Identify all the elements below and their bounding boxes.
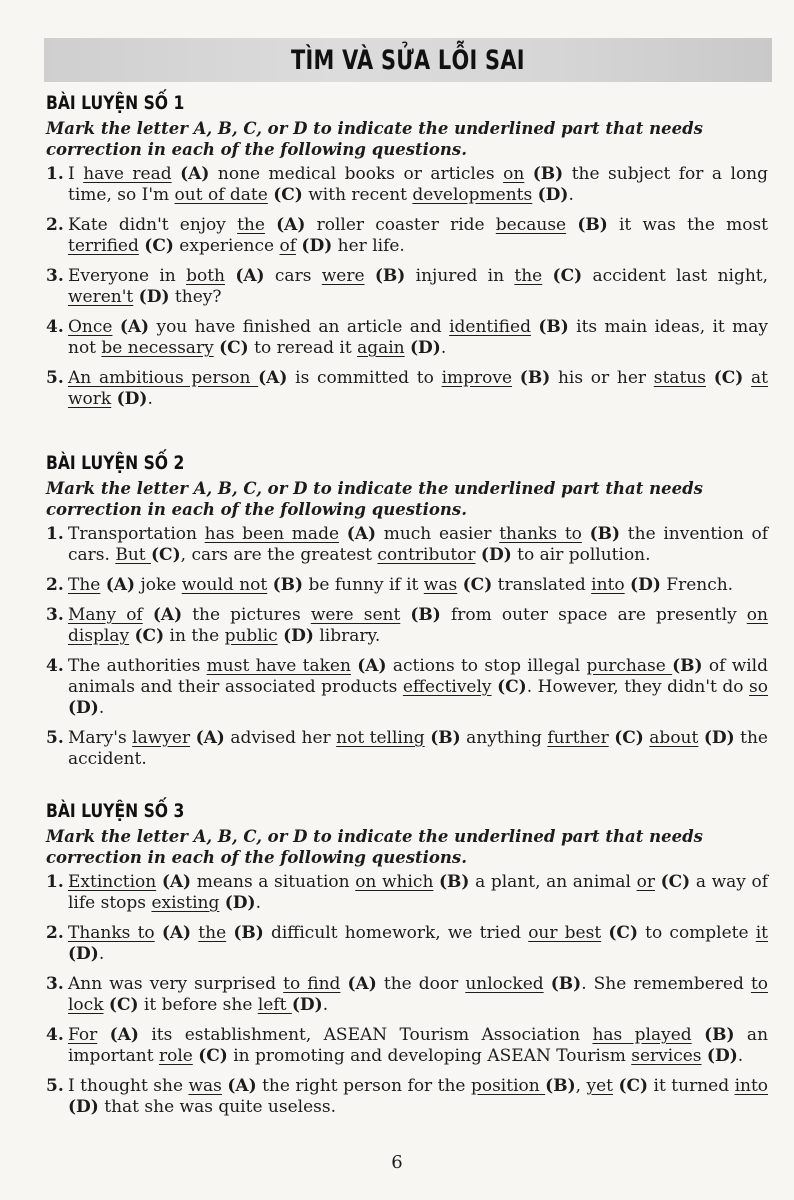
question-text-segment: library. <box>313 626 381 646</box>
underlined-option-text: Extinction <box>68 872 157 892</box>
question-text-segment: anything <box>460 728 548 748</box>
question-text-segment <box>706 368 714 388</box>
option-letter: (A) <box>195 728 225 748</box>
question-item <box>46 215 768 257</box>
question-text-segment: that she was quite useless. <box>98 1097 336 1117</box>
underlined-option-text: both <box>186 266 225 286</box>
option-letter: (A) <box>347 974 377 994</box>
option-letter: (C) <box>618 1076 649 1096</box>
option-letter: (C) <box>144 236 174 256</box>
underlined-option-text: because <box>495 215 567 235</box>
option-letter: (B) <box>545 1076 576 1096</box>
section-instruction: Mark the letter A, B, C, or D to indicate the underlined part that needs correction in each of the following questions. <box>46 479 703 519</box>
option-letter: (C) <box>497 677 527 697</box>
question-text-segment: advised her <box>224 728 337 748</box>
question-text-segment <box>692 1025 704 1045</box>
option-letter: (A) <box>161 923 192 943</box>
option-letter: (D) <box>116 389 148 409</box>
underlined-option-text: into <box>591 575 625 595</box>
option-letter: (D) <box>138 287 170 307</box>
underlined-option-text: yet <box>586 1076 613 1096</box>
underlined-option-text: has played <box>592 1025 692 1045</box>
question-text-segment: experience <box>173 236 280 256</box>
question-text <box>68 656 768 719</box>
page-title: TÌM VÀ SỬA LỖI SAI <box>291 44 525 76</box>
underlined-option-text: not telling <box>336 728 425 748</box>
option-letter: (C) <box>151 545 181 565</box>
underlined-option-text: about <box>649 728 699 748</box>
page-number: 6 <box>391 1152 403 1173</box>
section-instruction: Mark the letter A, B, C, or D to indicate the underlined part that needs correction in each of the following questions. <box>46 119 703 159</box>
option-letter: (B) <box>272 575 304 595</box>
question-text-segment: Kate didn't enjoy <box>68 215 238 235</box>
question-text-segment <box>143 605 153 625</box>
option-letter: (B) <box>550 974 582 994</box>
underlined-option-text: have read <box>83 164 172 184</box>
underlined-option-text: effectively <box>402 677 492 697</box>
underlined-option-text: was <box>188 1076 222 1096</box>
question-text-segment: I thought she <box>68 1076 189 1096</box>
question-text-segment: of wild animals and their associated products <box>68 656 768 697</box>
question-text-segment: French. <box>660 575 734 595</box>
question-item <box>46 164 768 206</box>
question-number: 4. <box>46 1025 64 1045</box>
option-letter: (B) <box>704 1025 735 1045</box>
option-letter: (B) <box>410 605 441 625</box>
title-bar <box>44 38 772 82</box>
question-number: 4. <box>46 317 64 337</box>
question-text-segment: . <box>737 1046 744 1066</box>
question-text-segment: . <box>568 185 574 205</box>
underlined-option-text: it <box>755 923 769 943</box>
underlined-option-text: further <box>547 728 609 748</box>
question-number: 3. <box>46 266 64 286</box>
question-text-segment: in the <box>164 626 225 646</box>
option-letter: (C) <box>198 1046 228 1066</box>
question-text-segment <box>172 164 180 184</box>
option-letter: (B) <box>233 923 264 943</box>
question-text-segment: roller coaster ride <box>305 215 496 235</box>
question-number: 5. <box>46 728 64 748</box>
underlined-option-text: out of date <box>174 185 268 205</box>
question-text-segment: none medical books or articles <box>209 164 504 184</box>
option-letter: (D) <box>283 626 314 646</box>
option-letter: (B) <box>538 317 569 337</box>
underlined-option-text: improve <box>441 368 513 388</box>
question-item <box>46 317 768 359</box>
question-text <box>68 524 768 566</box>
question-text <box>68 575 768 596</box>
question-text-segment: it was the most <box>607 215 769 235</box>
underlined-option-text: would not <box>181 575 268 595</box>
option-letter: (C) <box>462 575 493 595</box>
question-text-segment: . <box>322 995 329 1015</box>
question-text-segment: much easier <box>376 524 500 544</box>
underlined-option-text: at work <box>68 368 769 409</box>
option-letter: (A) <box>235 266 265 286</box>
question-text <box>68 317 768 359</box>
question-text-segment: in promoting and developing ASEAN Tourism <box>227 1046 632 1066</box>
option-letter: (A) <box>105 575 136 595</box>
question-text-segment: Transportation <box>68 524 205 544</box>
underlined-option-text: has been made <box>204 524 340 544</box>
section-heading: BÀI LUYỆN SỐ 3 <box>46 800 185 822</box>
option-letter: (D) <box>410 338 441 358</box>
question-item <box>46 266 768 308</box>
question-item <box>46 1025 768 1067</box>
question-text-segment: the accident. <box>68 728 768 769</box>
option-letter: (A) <box>152 605 183 625</box>
option-letter: (C) <box>552 266 583 286</box>
option-letter: (D) <box>706 1046 738 1066</box>
underlined-option-text: on <box>503 164 525 184</box>
option-letter: (D) <box>301 236 333 256</box>
question-item <box>46 974 768 1016</box>
question-text-segment: . <box>255 893 262 913</box>
question-item <box>46 872 768 914</box>
option-letter: (D) <box>291 995 323 1015</box>
option-letter: (A) <box>161 872 192 892</box>
question-text-segment <box>112 317 119 337</box>
question-text-segment: Ann was very surprised <box>68 974 284 994</box>
underlined-option-text: Thanks to <box>68 923 155 943</box>
option-letter: (A) <box>258 368 288 388</box>
option-letter: (C) <box>660 872 691 892</box>
underlined-option-text: or <box>636 872 655 892</box>
option-letter: (A) <box>119 317 150 337</box>
question-text <box>68 1025 768 1067</box>
question-text-segment: . <box>98 698 105 718</box>
option-letter: (A) <box>276 215 306 235</box>
underlined-option-text: existing <box>151 893 220 913</box>
question-text-segment: . <box>440 338 447 358</box>
question-text <box>68 974 768 1016</box>
question-text-segment <box>155 923 162 943</box>
option-letter: (A) <box>180 164 210 184</box>
option-letter: (D) <box>480 545 512 565</box>
question-text-segment <box>97 1025 109 1045</box>
question-text-segment: Everyone in <box>68 266 187 286</box>
option-letter: (C) <box>219 338 249 358</box>
question-text-segment: the right person for the <box>256 1076 471 1096</box>
question-number: 5. <box>46 368 64 388</box>
underlined-option-text: of <box>279 236 296 256</box>
section-2 <box>46 452 768 770</box>
question-text-segment: the invention of cars. <box>68 524 769 565</box>
question-text-segment: its establishment, ASEAN Tourism Association <box>138 1025 593 1045</box>
question-text-segment: . <box>98 944 105 964</box>
option-letter: (C) <box>273 185 303 205</box>
section-3 <box>46 800 768 1118</box>
question-list <box>46 872 768 1118</box>
underlined-option-text: the <box>514 266 543 286</box>
question-text-segment: they? <box>169 287 222 307</box>
question-item <box>46 656 768 719</box>
option-letter: (B) <box>430 728 461 748</box>
question-text-segment <box>542 266 552 286</box>
option-letter: (B) <box>589 524 621 544</box>
option-letter: (D) <box>630 575 661 595</box>
option-letter: (D) <box>68 698 99 718</box>
question-text-segment: the door <box>376 974 466 994</box>
question-number: 1. <box>46 524 64 544</box>
question-text-segment: Mary's <box>68 728 133 748</box>
option-letter: (A) <box>109 1025 139 1045</box>
question-text-segment: to air pollution. <box>511 545 651 565</box>
question-list <box>46 524 768 770</box>
underlined-option-text: But <box>115 545 152 565</box>
question-text-segment: . <box>147 389 153 409</box>
question-text-segment: , <box>575 1076 587 1096</box>
underlined-option-text: position <box>470 1076 546 1096</box>
question-text-segment: actions to stop illegal <box>386 656 587 676</box>
question-text-segment: an important <box>68 1025 769 1066</box>
question-text-segment <box>400 605 410 625</box>
question-item <box>46 1076 768 1118</box>
question-text-segment: cars <box>264 266 322 286</box>
option-letter: (B) <box>672 656 703 676</box>
question-number: 1. <box>46 164 64 184</box>
underlined-option-text: services <box>631 1046 702 1066</box>
question-text-segment: a way of life stops <box>68 872 769 913</box>
underlined-option-text: were sent <box>310 605 401 625</box>
underlined-option-text: on display <box>68 605 768 646</box>
question-text-segment: be funny if it <box>303 575 424 595</box>
underlined-option-text: The <box>68 575 101 595</box>
section-1 <box>46 92 768 410</box>
question-text-segment <box>265 215 276 235</box>
question-text-segment: its main ideas, it may not <box>68 317 768 358</box>
underlined-option-text: thanks to <box>499 524 582 544</box>
question-text-segment: to complete <box>638 923 756 943</box>
question-number: 3. <box>46 974 64 994</box>
question-text-segment: injured in <box>405 266 515 286</box>
question-item <box>46 524 768 566</box>
option-letter: (C) <box>108 995 139 1015</box>
question-text <box>68 728 768 770</box>
question-text-segment: I <box>68 164 84 184</box>
underlined-option-text: unlocked <box>465 974 544 994</box>
question-text-segment: it turned <box>648 1076 735 1096</box>
question-text-segment <box>340 974 347 994</box>
option-letter: (B) <box>532 164 564 184</box>
underlined-option-text: contributor <box>377 545 476 565</box>
question-text-segment: a plant, an animal <box>469 872 637 892</box>
question-item <box>46 923 768 965</box>
underlined-option-text: the <box>198 923 227 943</box>
underlined-option-text: were <box>321 266 365 286</box>
question-number: 2. <box>46 575 64 595</box>
question-text-segment: with recent <box>302 185 413 205</box>
question-text-segment <box>544 974 551 994</box>
question-list <box>46 164 768 410</box>
underlined-option-text: to find <box>283 974 341 994</box>
option-letter: (B) <box>374 266 406 286</box>
underlined-option-text: so <box>749 677 769 697</box>
underlined-option-text: role <box>158 1046 193 1066</box>
option-letter: (A) <box>346 524 377 544</box>
option-letter: (C) <box>134 626 165 646</box>
option-letter: (A) <box>227 1076 257 1096</box>
underlined-option-text: terrified <box>68 236 139 256</box>
question-text-segment: means a situation <box>191 872 356 892</box>
question-text <box>68 1076 768 1118</box>
question-text-segment: to reread it <box>248 338 358 358</box>
underlined-option-text: An ambitious person <box>68 368 259 388</box>
question-text-segment: it before she <box>138 995 258 1015</box>
option-letter: (C) <box>608 923 638 943</box>
question-number: 5. <box>46 1076 64 1096</box>
option-letter: (B) <box>577 215 608 235</box>
underlined-option-text: was <box>423 575 458 595</box>
question-item <box>46 605 768 647</box>
option-letter: (D) <box>68 944 99 964</box>
underlined-option-text: to lock <box>68 974 769 1015</box>
question-text-segment <box>582 524 590 544</box>
underlined-option-text: purchase <box>586 656 673 676</box>
question-text-segment: joke <box>135 575 182 595</box>
question-text-segment: . However, they didn't do <box>526 677 750 697</box>
underlined-option-text: Many of <box>68 605 143 625</box>
option-letter: (D) <box>537 185 569 205</box>
underlined-option-text: the <box>237 215 265 235</box>
question-text-segment <box>365 266 375 286</box>
question-text-segment: accident last night, <box>582 266 769 286</box>
question-item <box>46 368 768 410</box>
option-letter: (C) <box>614 728 644 748</box>
underlined-option-text: lawyer <box>132 728 191 748</box>
question-text-segment <box>225 266 235 286</box>
question-text-segment: from outer space are presently <box>440 605 747 625</box>
question-text-segment: translated <box>492 575 592 595</box>
option-letter: (D) <box>224 893 256 913</box>
section-instruction: Mark the letter A, B, C, or D to indicate the underlined part that needs correction in each of the following questions. <box>46 827 703 867</box>
question-number: 2. <box>46 923 64 943</box>
option-letter: (A) <box>357 656 387 676</box>
question-text-segment: difficult homework, we tried <box>263 923 529 943</box>
question-item <box>46 728 768 770</box>
underlined-option-text: For <box>68 1025 98 1045</box>
question-text-segment <box>566 215 577 235</box>
option-letter: (B) <box>439 872 470 892</box>
question-number: 4. <box>46 656 64 676</box>
underlined-option-text: our best <box>528 923 602 943</box>
question-text <box>68 164 768 206</box>
underlined-option-text: status <box>653 368 706 388</box>
underlined-option-text: identified <box>449 317 531 337</box>
question-text-segment: the subject for a long time, so I'm <box>68 164 769 205</box>
question-text-segment: you have finished an article and <box>149 317 450 337</box>
question-text-segment: , cars are the greatest <box>180 545 378 565</box>
question-text <box>68 215 768 257</box>
question-text-segment: . She remembered <box>581 974 751 994</box>
underlined-option-text: must have taken <box>206 656 351 676</box>
underlined-option-text: be necessary <box>101 338 214 358</box>
underlined-option-text: public <box>224 626 278 646</box>
underlined-option-text: on which <box>355 872 434 892</box>
option-letter: (B) <box>519 368 551 388</box>
question-text-segment: the pictures <box>182 605 311 625</box>
question-number: 2. <box>46 215 64 235</box>
question-text-segment <box>512 368 520 388</box>
option-letter: (D) <box>68 1097 99 1117</box>
underlined-option-text: again <box>357 338 405 358</box>
question-text-segment <box>524 164 532 184</box>
underlined-option-text: left <box>257 995 292 1015</box>
question-text <box>68 605 768 647</box>
question-text-segment <box>339 524 347 544</box>
option-letter: (C) <box>713 368 744 388</box>
question-text <box>68 923 768 965</box>
question-text-segment: his or her <box>550 368 654 388</box>
question-text-segment <box>743 368 751 388</box>
question-number: 3. <box>46 605 64 625</box>
question-text-segment: her life. <box>332 236 405 256</box>
question-text <box>68 266 768 308</box>
section-heading: BÀI LUYỆN SỐ 1 <box>46 92 185 114</box>
underlined-option-text: Once <box>68 317 113 337</box>
question-text <box>68 368 768 410</box>
option-letter: (D) <box>703 728 735 748</box>
question-text <box>68 872 768 914</box>
underlined-option-text: into <box>734 1076 769 1096</box>
underlined-option-text: developments <box>412 185 533 205</box>
question-text-segment: is committed to <box>287 368 442 388</box>
question-item <box>46 575 768 596</box>
question-text-segment: The authorities <box>68 656 207 676</box>
question-number: 1. <box>46 872 64 892</box>
section-heading: BÀI LUYỆN SỐ 2 <box>46 452 185 474</box>
underlined-option-text: weren't <box>68 287 134 307</box>
